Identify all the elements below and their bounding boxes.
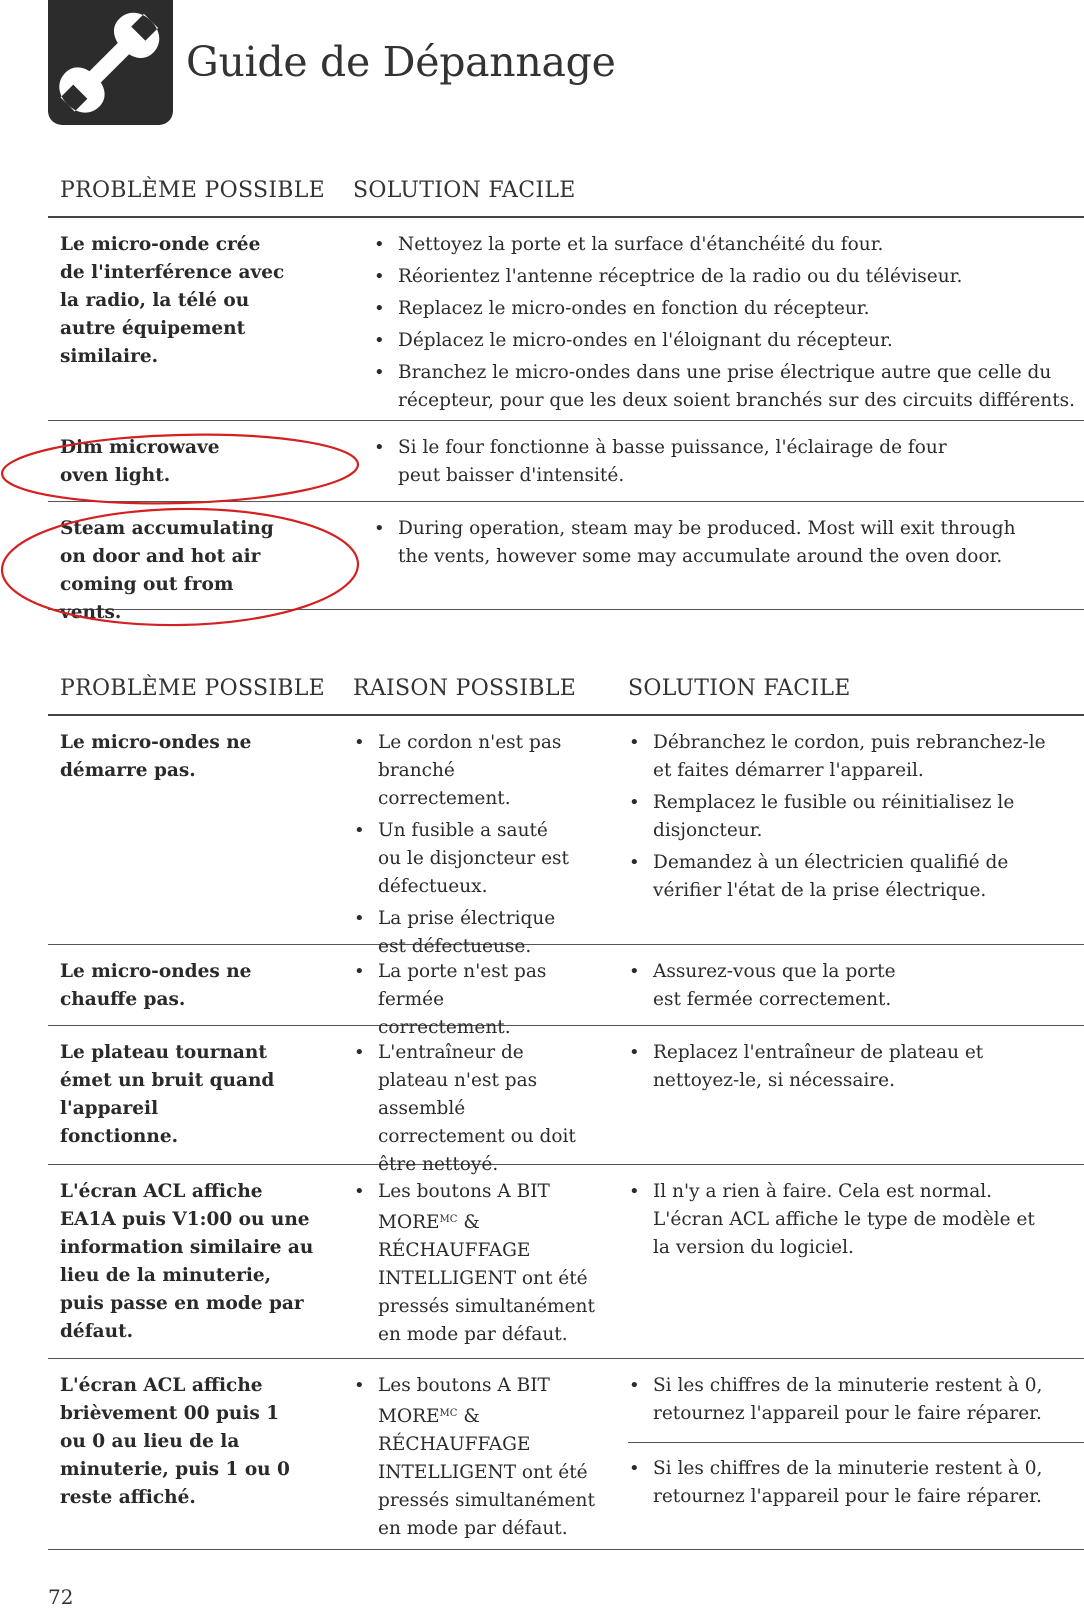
list-item: • La prise électrique est défectueuse. (353, 905, 573, 961)
trademark-mark: MC (439, 1408, 458, 1419)
list-item: • Remplacez le fusible ou réinitialisez le disjoncteur. (628, 789, 1068, 845)
list-item: • Assurez-vous que la porte est fermée correctement. (628, 958, 928, 1014)
solution-list (628, 1039, 1058, 1099)
problem-text: Dim microwave oven light. (60, 437, 220, 486)
problem-text: L'écran ACL affiche brièvement 00 puis 1 ou 0 au lieu de la minuterie, puis 1 ou 0 reste affiché. (60, 1375, 290, 1508)
list-item: • La porte n'est pas fermée correctement. (353, 958, 578, 1042)
list-item (353, 1178, 598, 1349)
list-item: • Il n'y a rien à faire. Cela est normal. L'écran ACL affiche le type de modèle et la version du logiciel. (628, 1178, 1048, 1262)
trademark-mark: MC (439, 1214, 458, 1225)
list-item: • Replacez l'entraîneur de plateau et nettoyez-le, si nécessaire. (628, 1039, 1058, 1095)
reason-list (353, 729, 573, 965)
header-solution: SOLUTION FACILE (353, 178, 576, 203)
table-row (48, 716, 1084, 957)
problem-text: Le micro-ondes ne démarre pas. (60, 732, 252, 781)
header-problem: PROBLÈME POSSIBLE (60, 178, 326, 203)
list-item: • During operation, steam may be produced. Most will exit through the vents, however some may accumulate around the oven door. (373, 515, 1033, 571)
solution-list (628, 1372, 1048, 1428)
list-item: • Le cordon n'est pas branché correctement. (353, 729, 573, 813)
reason-text: & RÉCHAUFFAGE INTELLIGENT ont été pressés simultanément en mode par défaut. (378, 1406, 595, 1539)
table-row (48, 1026, 1084, 1175)
list-item: • Un fusible a sauté ou le disjoncteur est défectueux. (353, 817, 573, 901)
solution-block (628, 1372, 1084, 1515)
problem-text: Steam accumulating on door and hot air coming out from vents. (60, 518, 274, 623)
table-header (48, 174, 1084, 218)
solution-list (373, 515, 1033, 575)
table-row (48, 1359, 1084, 1550)
list-item: • Si le four fonctionne à basse puissance, l'éclairage de four peut baisser d'intensité. (373, 434, 973, 490)
problem-text: L'écran ACL affiche EA1A puis V1:00 ou une information similaire au lieu de la minuterie, puis passe en mode par défaut. (60, 1181, 314, 1342)
reason-text: Les boutons A BIT MORE (378, 1181, 550, 1233)
problem-text: Le micro-ondes ne chauffe pas. (60, 961, 252, 1010)
troubleshooting-table-1 (48, 174, 1084, 623)
reason-text: Les boutons A BIT MORE (378, 1375, 550, 1427)
solution-list (373, 231, 1084, 419)
header-problem: PROBLÈME POSSIBLE (60, 676, 326, 701)
list-item: • Déplacez le micro-ondes en l'éloignant du récepteur. (373, 327, 1084, 355)
list-item: • Branchez le micro-ondes dans une prise électrique autre que celle du récepteur, pour que les deux soient branchés sur des circuits différents. (373, 359, 1084, 415)
list-item: • Si les chiffres de la minuterie restent à 0, retournez l'appareil pour le faire réparer. (628, 1372, 1048, 1428)
solution-list (628, 1178, 1048, 1266)
reason-list (353, 1039, 583, 1183)
list-item: • Replacez le micro-ondes en fonction du récepteur. (373, 295, 1084, 323)
table-row (48, 1165, 1084, 1359)
table-row (48, 421, 1084, 502)
troubleshooting-table-2 (48, 672, 1084, 1550)
problem-text: Le plateau tournant émet un bruit quand l'appareil fonctionne. (60, 1042, 275, 1147)
problem-text: Le micro-onde crée de l'interférence avec la radio, la télé ou autre équipement similaire. (60, 234, 285, 367)
solution-list (628, 729, 1068, 909)
list-item: • Si les chiffres de la minuterie restent à 0, retournez l'appareil pour le faire réparer. (628, 1455, 1048, 1511)
page-title: Guide de Dépannage (186, 38, 616, 86)
list-item: • Demandez à un électricien qualifié de vérifier l'état de la prise électrique. (628, 849, 1068, 905)
list-item: • Nettoyez la porte et la surface d'étanchéité du four. (373, 231, 1084, 259)
list-item: • Débranchez le cordon, puis rebranchez-le et faites démarrer l'appareil. (628, 729, 1068, 785)
solution-list (628, 1455, 1048, 1511)
wrench-icon (48, 0, 173, 125)
reason-text: & RÉCHAUFFAGE INTELLIGENT ont été pressés simultanément en mode par défaut. (378, 1212, 595, 1345)
header-reason: RAISON POSSIBLE (353, 676, 577, 701)
reason-list (353, 1372, 598, 1547)
divider (628, 1442, 1084, 1443)
list-item: • L'entraîneur de plateau n'est pas assemblé correctement ou doit être nettoyé. (353, 1039, 583, 1179)
table-header (48, 672, 1084, 716)
list-item (353, 1372, 598, 1543)
list-item: • Réorientez l'antenne réceptrice de la radio ou du téléviseur. (373, 263, 1084, 291)
solution-list (373, 434, 973, 494)
solution-list (628, 958, 928, 1018)
page-number: 72 (48, 1585, 74, 1609)
header-solution: SOLUTION FACILE (628, 676, 851, 701)
table-row (48, 502, 1084, 623)
table-row (48, 945, 1084, 1038)
reason-list (353, 1178, 598, 1353)
table-row (48, 218, 1084, 421)
